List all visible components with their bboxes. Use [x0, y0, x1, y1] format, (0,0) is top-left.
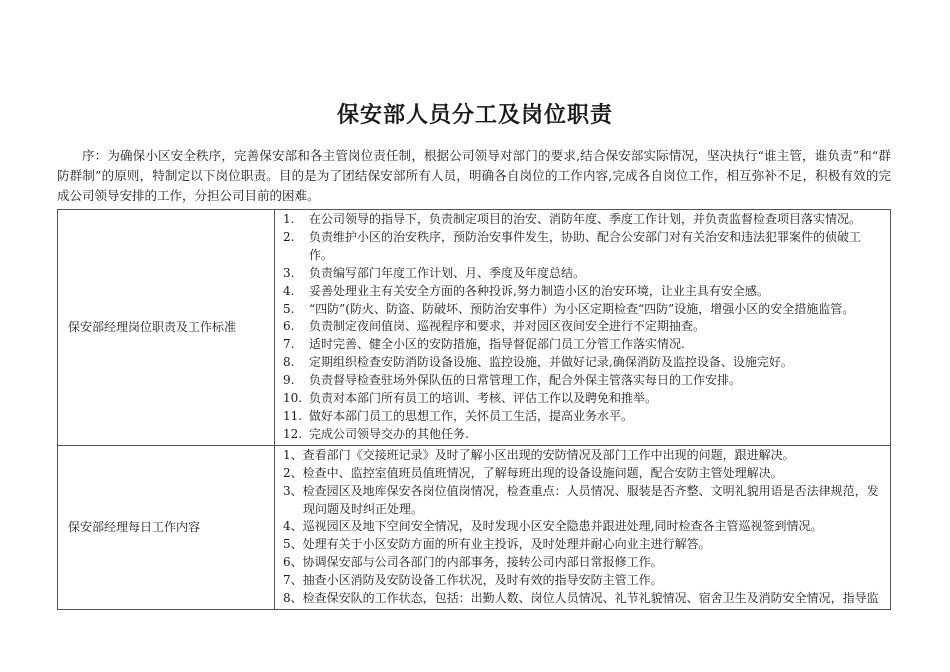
- item-number: 7.: [283, 337, 295, 352]
- list-item: [283, 283, 882, 301]
- list-item: [283, 229, 882, 265]
- item-text: “四防”(防火、防盗、防破坏、预防治安事件）为小区定期检查“四防”设施，增强小区的安全措施监管。: [309, 301, 855, 316]
- item-text: 检查园区及地库保安各岗位值岗情况，检查重点：人员情况、服装是否齐整、文明礼貌用语是否法律规范，发现问题及时纠正处理。: [302, 483, 879, 516]
- item-text: 查看部门《交接班记录》及时了解小区出现的安防情况及部门工作中出现的问题，跟进解决。: [302, 447, 795, 462]
- item-text: 负责编写部门年度工作计划、月、季度及年度总结。: [309, 265, 586, 280]
- item-number: 4.: [283, 283, 295, 298]
- item-number: 11.: [283, 408, 303, 423]
- list-item: [283, 372, 882, 390]
- item-text: 定期组织检查安防消防设备设施、监控设施，并做好记录,确保消防及监控设备、设施完好。: [309, 355, 793, 370]
- item-number: 6、: [283, 555, 303, 570]
- list-item: [283, 447, 882, 465]
- item-text: 做好本部门员工的思想工作，关怀员工生活，提高业务水平。: [309, 408, 634, 423]
- list-item: [283, 572, 882, 590]
- item-number: 3.: [283, 265, 295, 280]
- item-text: 负责制定夜间值岗、巡视程序和要求，并对园区夜间安全进行不定期抽查。: [309, 319, 706, 334]
- intro-paragraph: 序：为确保小区安全秩序，完善保安部和各主管岗位责任制，根据公司领导对部门的要求,结合保安部实际情况，坚决执行“谁主管，谁负责”和“群防群制”的原则，特制定以下岗位职责。目的是为了团结保安部所有人员，明确各自岗位的工作内容,完成各自岗位工作，相互弥补不足，积极有效的完成公司领导安排的工作，分担公司目前的困难。: [57, 148, 891, 203]
- list-item: [283, 265, 882, 283]
- item-text: 检查中、监控室值班员值班情况，了解每班出现的设备设施问题，配合安防主管处理解决。: [302, 465, 783, 480]
- item-number: 1、: [283, 447, 303, 462]
- item-number: 1.: [283, 212, 295, 226]
- list-item: [283, 426, 882, 444]
- item-number: 10.: [283, 391, 303, 406]
- duty-table: [57, 209, 891, 610]
- list-item: [283, 483, 882, 519]
- item-text: 负责对本部门所有员工的培训、考核、评估工作以及聘免和推举。: [309, 391, 658, 406]
- list-item: [283, 590, 882, 608]
- item-number: 2、: [283, 465, 303, 480]
- item-number: 5.: [283, 301, 295, 316]
- list-item: [283, 354, 882, 372]
- item-number: 3、: [283, 483, 303, 498]
- item-number: 6.: [283, 319, 295, 334]
- item-text: 妥善处理业主有关安全方面的各种投诉,努力制造小区的治安环境，让业主具有安全感。: [309, 283, 769, 298]
- role-cell: 保安部经理每日工作内容: [58, 445, 275, 609]
- item-text: 在公司领导的指导下，负责制定项目的治安、消防年度、季度工作计划，并负责监督检查项目落实情况。: [309, 212, 862, 226]
- role-cell: 保安部经理岗位职责及工作标准: [58, 210, 275, 446]
- item-text: 适时完善、健全小区的安防措施，指导督促部门员工分管工作落实情况.: [309, 337, 685, 352]
- item-number: 7、: [283, 573, 303, 588]
- item-number: 9.: [283, 373, 295, 388]
- item-text: 抽查小区消防及安防设备工作状况，及时有效的指导安防主管工作。: [302, 573, 663, 588]
- item-number: 2.: [283, 229, 295, 244]
- list-item: [283, 318, 882, 336]
- document-title: 保安部人员分工及岗位职责: [336, 103, 613, 128]
- item-text: 负责督导检查驻场外保队伍的日常管理工作，配合外保主管落实每日的工作安排。: [309, 373, 742, 388]
- list-item: [283, 536, 882, 554]
- item-number: 5、: [283, 537, 303, 552]
- table-row: [58, 445, 891, 609]
- list-item: [283, 554, 882, 572]
- list-item: [283, 211, 882, 229]
- list-item: [283, 301, 882, 319]
- item-number: 8、: [283, 591, 303, 606]
- item-text: 巡视园区及地下空间安全情况，及时发现小区安全隐患并跟进处理,同时检查各主管巡视签到情况。: [302, 519, 823, 534]
- item-text: 协调保安部与公司各部门的内部事务，接转公司内部日常报修工作。: [302, 555, 663, 570]
- item-number: 12.: [283, 426, 303, 441]
- item-number: 4、: [283, 519, 303, 534]
- list-item: [283, 390, 882, 408]
- list-item: [283, 408, 882, 426]
- item-text: 负责维护小区的治安秩序，预防治安事件发生，协助、配合公安部门对有关治安和违法犯罪案件的侦破工作。: [309, 229, 862, 262]
- list-item: [283, 336, 882, 354]
- table-row: [58, 210, 891, 446]
- item-text: 完成公司领导交办的其他任务.: [309, 426, 469, 441]
- item-number: 8.: [283, 355, 295, 370]
- duty-list: [275, 445, 891, 609]
- item-text: 处理有关于小区安防方面的所有业主投诉，及时处理并耐心向业主进行解答。: [302, 537, 711, 552]
- duty-list: [275, 210, 891, 446]
- list-item: [283, 518, 882, 536]
- list-item: [283, 465, 882, 483]
- item-text: 检查保安队的工作状态，包括：出勤人数、岗位人员情况、礼节礼貌情况、宿舍卫生及消防安全情况，指导监: [302, 591, 879, 606]
